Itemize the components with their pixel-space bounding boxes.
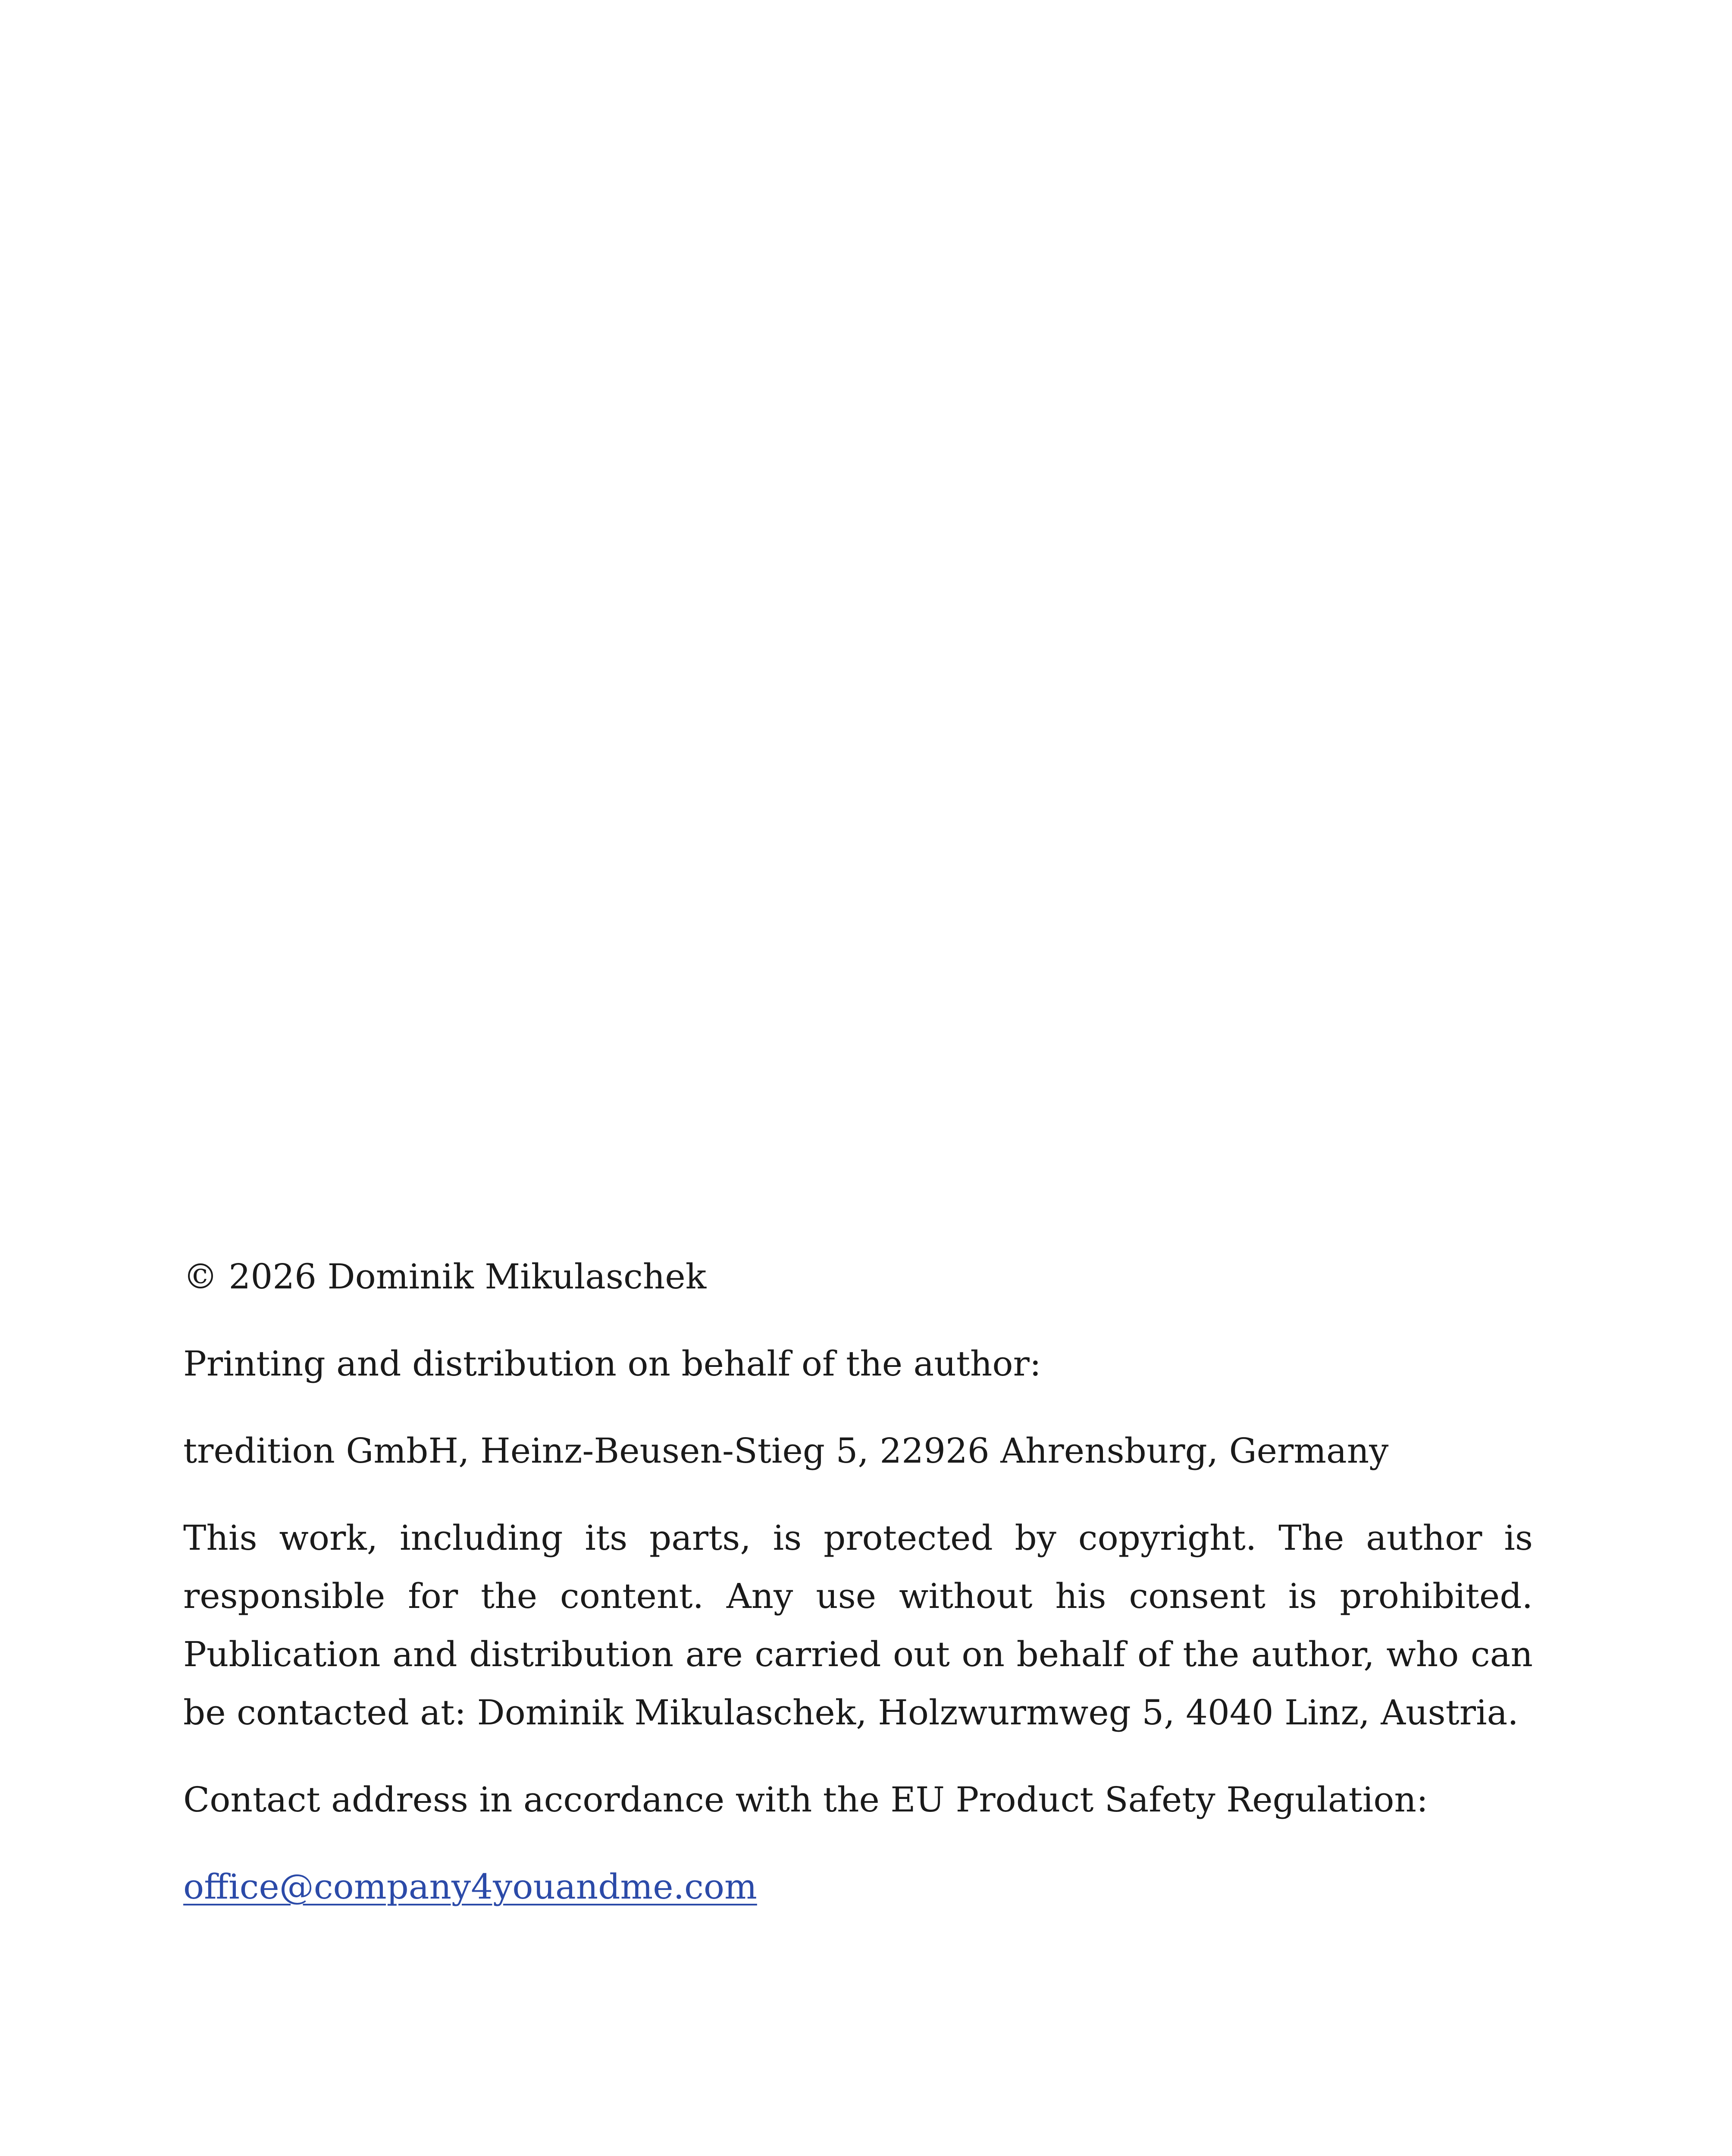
printer-address: tredition GmbH, Heinz-Beusen-Stieg 5, 22926 Ahrensburg, Germany: [183, 1431, 1389, 1471]
contact-label: Contact address in accordance with the EU Product Safety Regulation:: [183, 1780, 1428, 1820]
printing-label: Printing and distribution on behalf of the author:: [183, 1344, 1041, 1384]
copyright-line: © 2026 Dominik Mikulaschek: [183, 1257, 707, 1297]
imprint-block: [183, 1247, 1533, 1945]
rights-notice: This work, including its parts, is protected by copyright. The author is responsible for the content. Any use without his consent is prohibited. Publication and distribution are carried out on behalf of the author, who can be contacted at: Dominik Mikulaschek, Holzwurmweg 5, 4040 Linz, Austria.: [183, 1518, 1533, 1733]
contact-email-link[interactable]: office@company4youandme.com: [183, 1867, 757, 1907]
contact-email-line: [183, 1858, 1533, 1916]
